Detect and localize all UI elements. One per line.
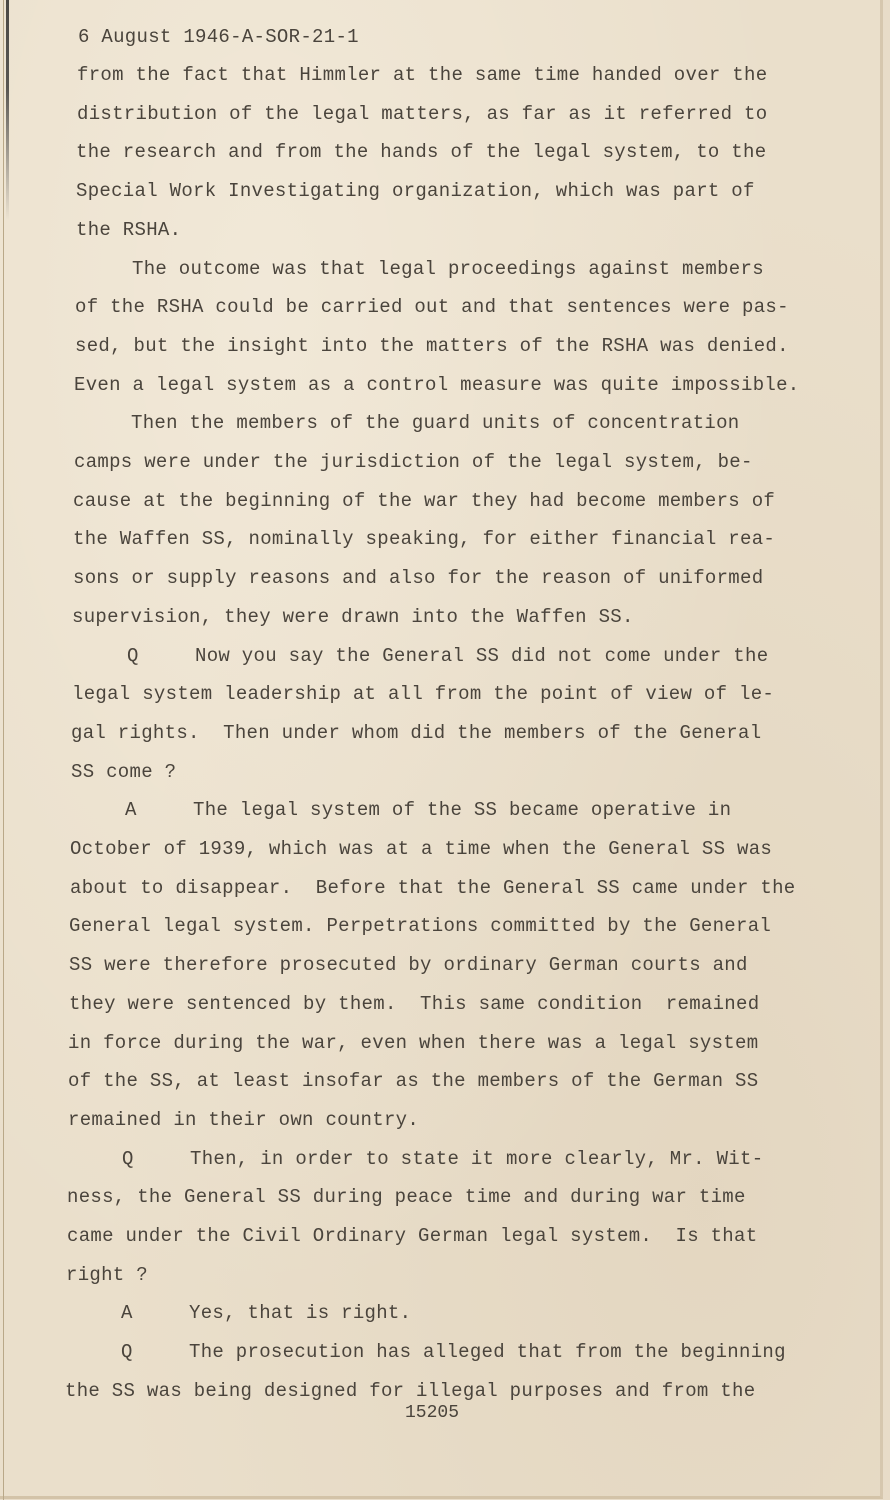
line-text: The outcome was that legal proceedings against members — [132, 257, 764, 280]
text-line — [73, 567, 763, 589]
text-line — [131, 412, 740, 434]
line-text: the SS was being designed for illegal purposes and from the — [65, 1379, 756, 1402]
line-text: General legal system. Perpetrations committed by the General — [69, 915, 772, 938]
text-line — [69, 915, 771, 937]
line-text: legal system leadership at all from the point of view of le- — [72, 683, 775, 706]
text-line — [74, 451, 753, 473]
text-line — [75, 335, 789, 357]
text-line — [77, 64, 767, 86]
line-text: SS were therefore prosecuted by ordinary German courts and — [69, 954, 748, 977]
line-text: The prosecution has alleged that from the beginning — [189, 1341, 786, 1364]
line-text: Then the members of the guard units of concentration — [131, 412, 740, 435]
line-text: SS come ? — [71, 760, 177, 783]
text-line — [132, 258, 764, 280]
line-text: the RSHA. — [76, 218, 182, 241]
text-line — [127, 645, 768, 667]
text-line — [66, 1264, 148, 1286]
text-line — [68, 1032, 758, 1054]
text-line — [71, 722, 761, 744]
text-line — [70, 838, 772, 860]
text-line — [74, 374, 800, 396]
line-text: Even a legal system as a control measure was quite impossible. — [74, 373, 800, 396]
text-line — [67, 1186, 746, 1208]
line-text: sons or supply reasons and also for the reason of uniformed — [73, 567, 764, 590]
text-line — [68, 1109, 419, 1131]
speaker-label: A — [125, 799, 137, 822]
torn-edge — [6, 0, 9, 220]
line-text: The legal system of the SS became operative in — [193, 799, 732, 822]
text-line — [73, 528, 775, 550]
line-text: Special Work Investigating organization, which was part of — [76, 180, 755, 203]
line-text: about to disappear. Before that the General SS came under the — [70, 876, 796, 899]
text-line — [71, 761, 176, 783]
text-line — [77, 103, 767, 125]
document-header: 6 August 1946-A-SOR-21-1 — [78, 26, 359, 48]
text-line — [72, 606, 634, 628]
line-text: remained in their own country. — [68, 1108, 420, 1131]
text-line — [70, 877, 796, 899]
line-text: ness, the General SS during peace time and during war time — [67, 1186, 746, 1209]
text-line — [121, 1302, 411, 1324]
text-line — [72, 683, 774, 705]
text-line — [75, 296, 789, 318]
text-line — [68, 1070, 758, 1092]
text-line — [69, 954, 748, 976]
text-line — [65, 1380, 755, 1402]
line-text: from the fact that Himmler at the same time handed over the — [77, 64, 768, 86]
text-line — [73, 490, 775, 512]
speaker-label: Q — [122, 1147, 134, 1170]
text-line — [122, 1148, 763, 1170]
line-text: of the SS, at least insofar as the members of the German SS — [68, 1070, 759, 1093]
line-text: the research and from the hands of the legal system, to the — [76, 141, 767, 164]
line-text: distribution of the legal matters, as far as it referred to — [77, 102, 768, 125]
page-number: 15205 — [405, 1403, 460, 1423]
line-text: Now you say the General SS did not come under the — [195, 644, 769, 667]
text-line — [76, 141, 766, 163]
page-edge — [3, 0, 4, 1500]
text-line — [76, 180, 755, 202]
speaker-label: A — [121, 1302, 133, 1325]
line-text: cause at the beginning of the war they had become members of — [73, 489, 776, 512]
line-text: October of 1939, which was at a time when the General SS was — [70, 838, 773, 860]
text-line — [69, 993, 759, 1015]
line-text: of the RSHA could be carried out and that sentences were pas- — [75, 296, 789, 319]
text-line — [125, 799, 731, 821]
line-text: supervision, they were drawn into the Waffen SS. — [72, 605, 634, 628]
line-text: in force during the war, even when there was a legal system — [68, 1031, 759, 1054]
line-text: the Waffen SS, nominally speaking, for either financial rea- — [73, 528, 776, 551]
text-line — [121, 1341, 786, 1363]
line-text: right ? — [66, 1263, 148, 1286]
speaker-label: Q — [127, 644, 139, 667]
line-text: Then, in order to state it more clearly, Mr. Wit- — [190, 1147, 764, 1170]
line-text: Yes, that is right. — [189, 1302, 412, 1325]
line-text: they were sentenced by them. This same condition remained — [69, 992, 760, 1015]
line-text: sed, but the insight into the matters of the RSHA was denied. — [75, 334, 789, 357]
line-text: camps were under the jurisdiction of the legal system, be- — [74, 451, 753, 473]
line-text: came under the Civil Ordinary German legal system. Is that — [67, 1225, 758, 1247]
speaker-label: Q — [121, 1341, 133, 1364]
line-text: gal rights. Then under whom did the members of the General — [71, 721, 762, 744]
text-line — [76, 219, 181, 241]
text-line — [67, 1225, 757, 1247]
